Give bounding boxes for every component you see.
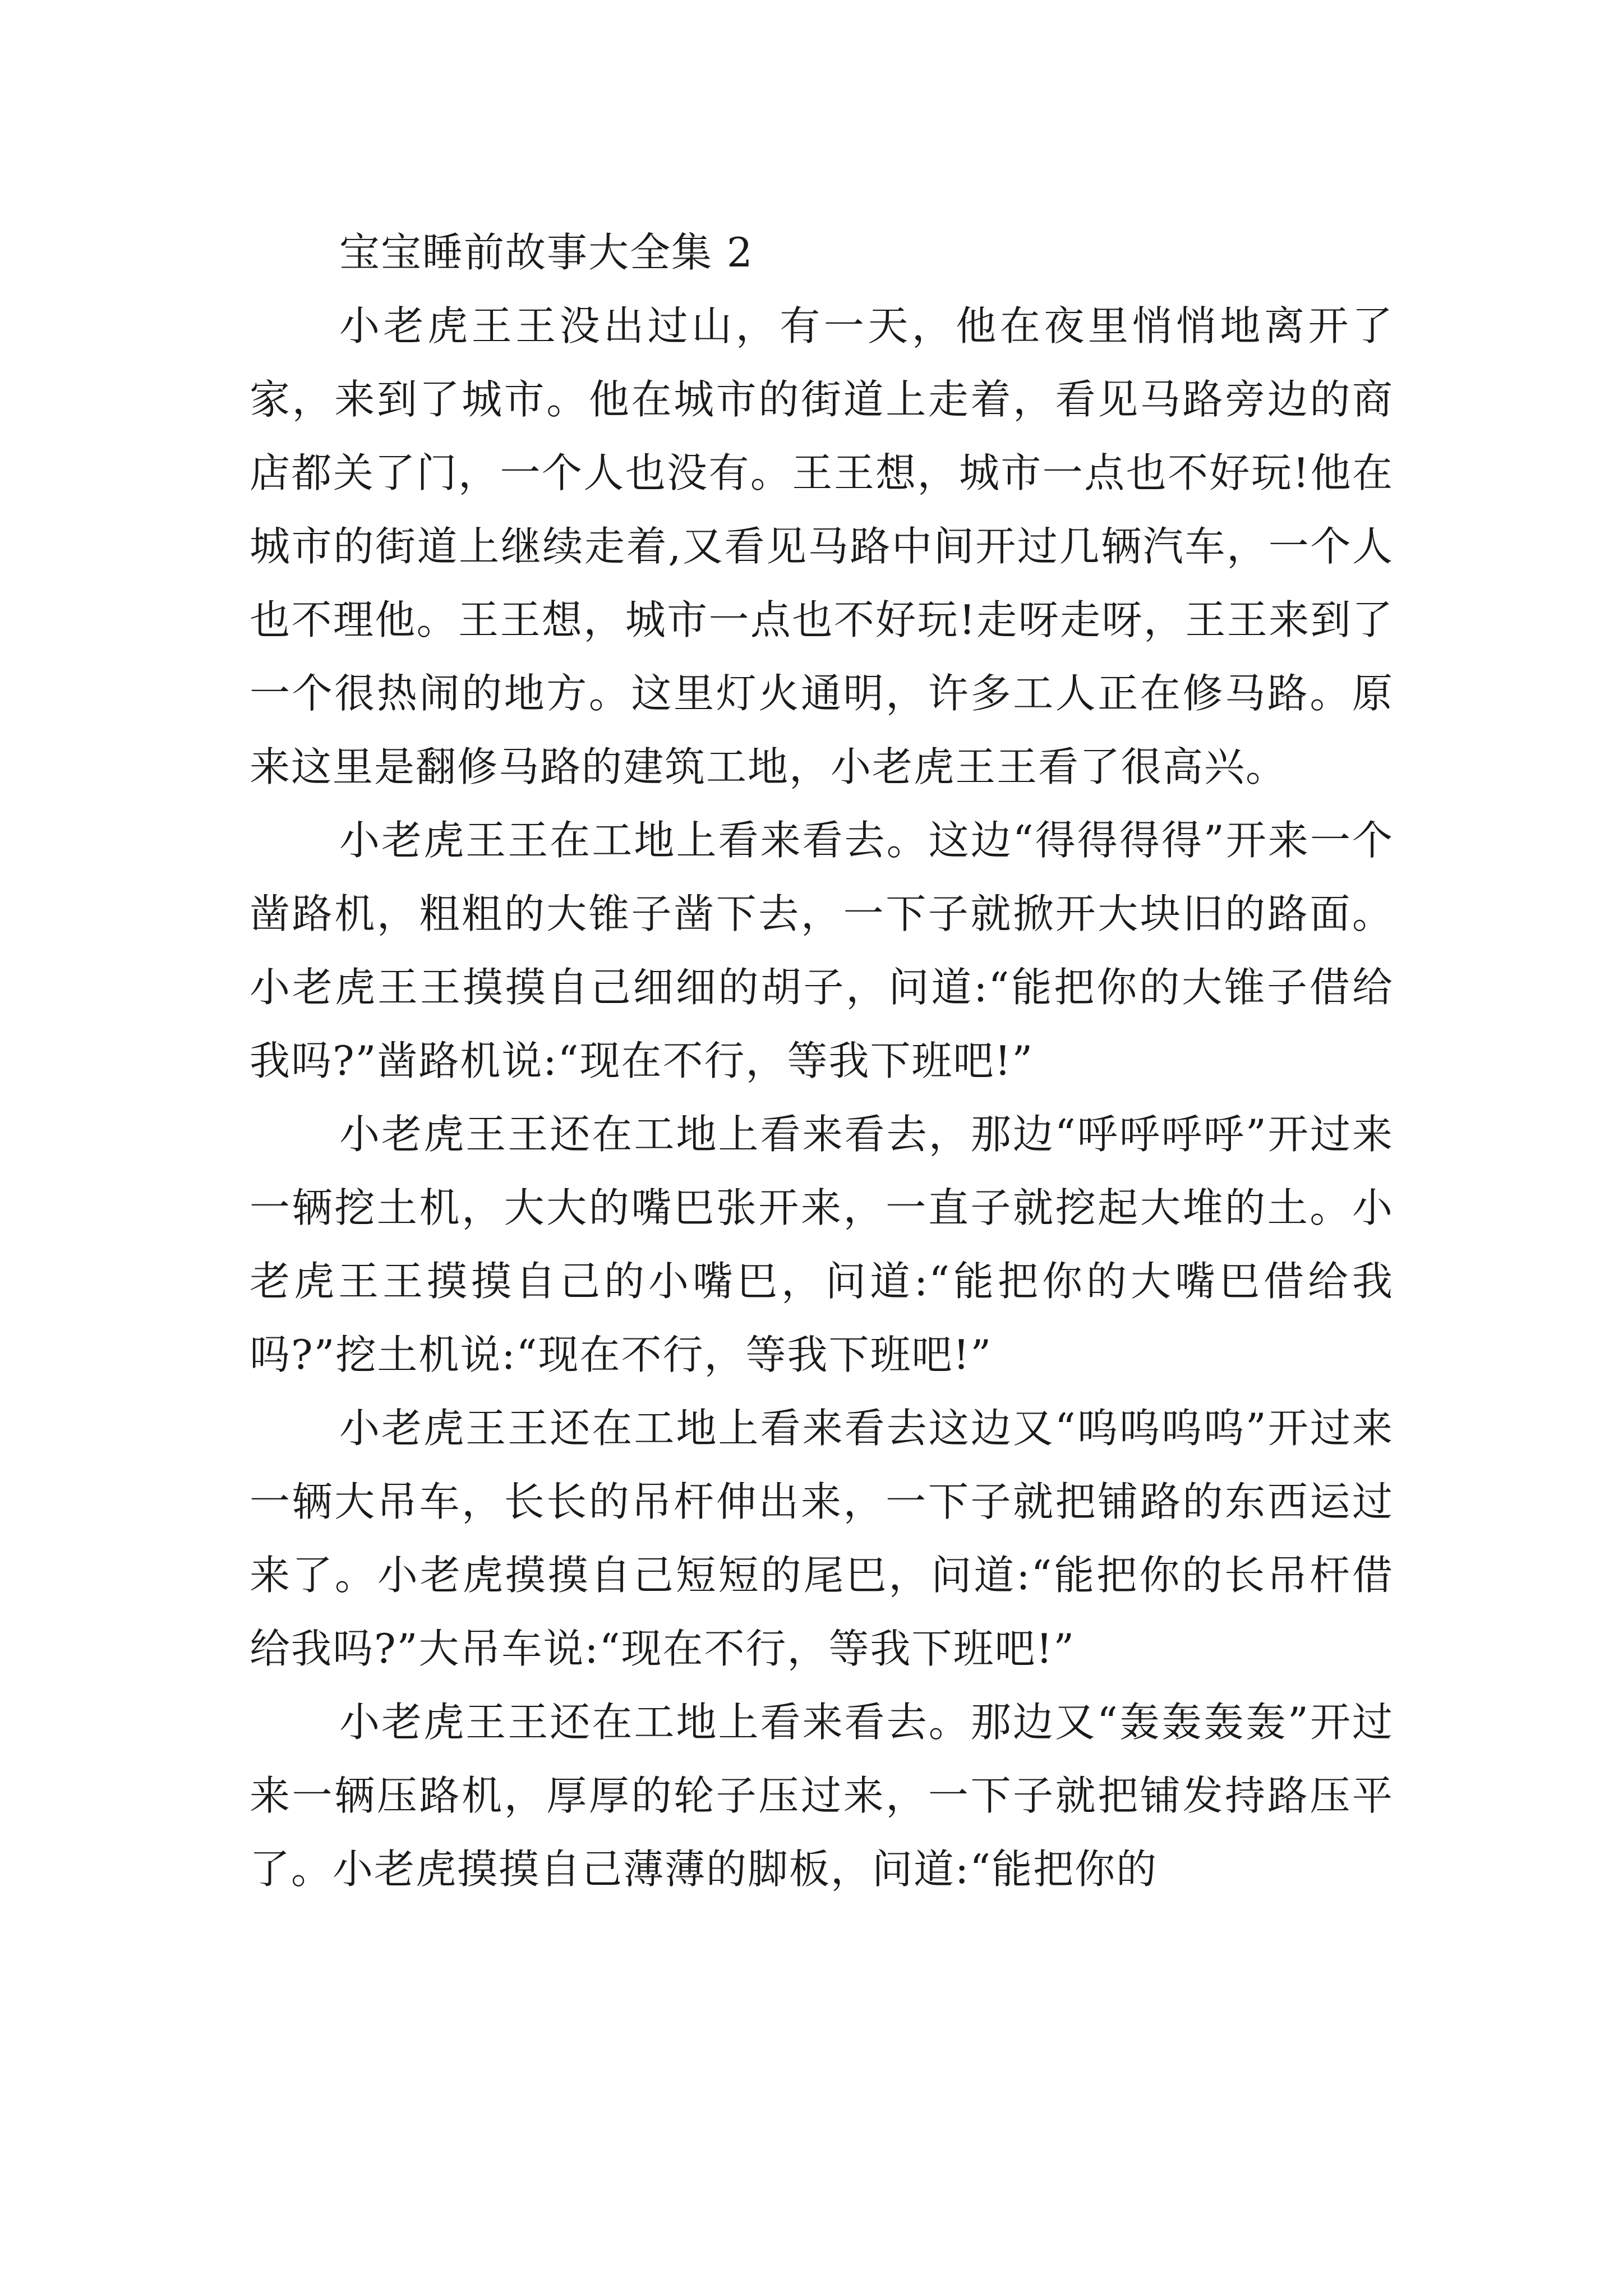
paragraph-3: 小老虎王王还在工地上看来看去，那边“呼呼呼呼”开过来一辆挖土机，大大的嘴巴张开来，一直子就挖起大堆的土。小老虎王王摸摸自己的小嘴巴，问道:“能把你的大嘴巴借给我吗?”挖土机说:“现在不行，等我下班吧!”	[250, 1111, 1394, 1378]
paragraph-2: 小老虎王王在工地上看来看去。这边“得得得得”开来一个凿路机，粗粗的大锥子凿下去，一下子就掀开大块旧的路面。小老虎王王摸摸自己细细的胡子，问道:“能把你的大锥子借给我吗?”凿路机说:“现在不行，等我下班吧!”	[250, 817, 1394, 1084]
paragraph-1: 小老虎王王没出过山，有一天，他在夜里悄悄地离开了家，来到了城市。他在城市的街道上走着，看见马路旁边的商店都关了门，一个人也没有。王王想，城市一点也不好玩!他在城市的街道上继续走着,又看见马路中间开过几辆汽车，一个人也不理他。王王想，城市一点也不好玩!走呀走呀，王王来到了一个很热闹的地方。这里灯火通明，许多工人正在修马路。原来这里是翻修马路的建筑工地，小老虎王王看了很高兴。	[250, 302, 1394, 790]
paragraph-5: 小老虎王王还在工地上看来看去。那边又“轰轰轰轰”开过来一辆压路机，厚厚的轮子压过来，一下子就把铺发持路压平了。小老虎摸摸自己薄薄的脚板，问道:“能把你的	[250, 1699, 1394, 1893]
document-body	[250, 216, 1394, 1906]
document-title: 宝宝睡前故事大全集 2	[339, 229, 754, 276]
paragraph-4: 小老虎王王还在工地上看来看去这边又“呜呜呜呜”开过来一辆大吊车，长长的吊杆伸出来，一下子就把铺路的东西运过来了。小老虎摸摸自己短短的尾巴，问道:“能把你的长吊杆借给我吗?”大吊车说:“现在不行，等我下班吧!”	[250, 1405, 1394, 1672]
